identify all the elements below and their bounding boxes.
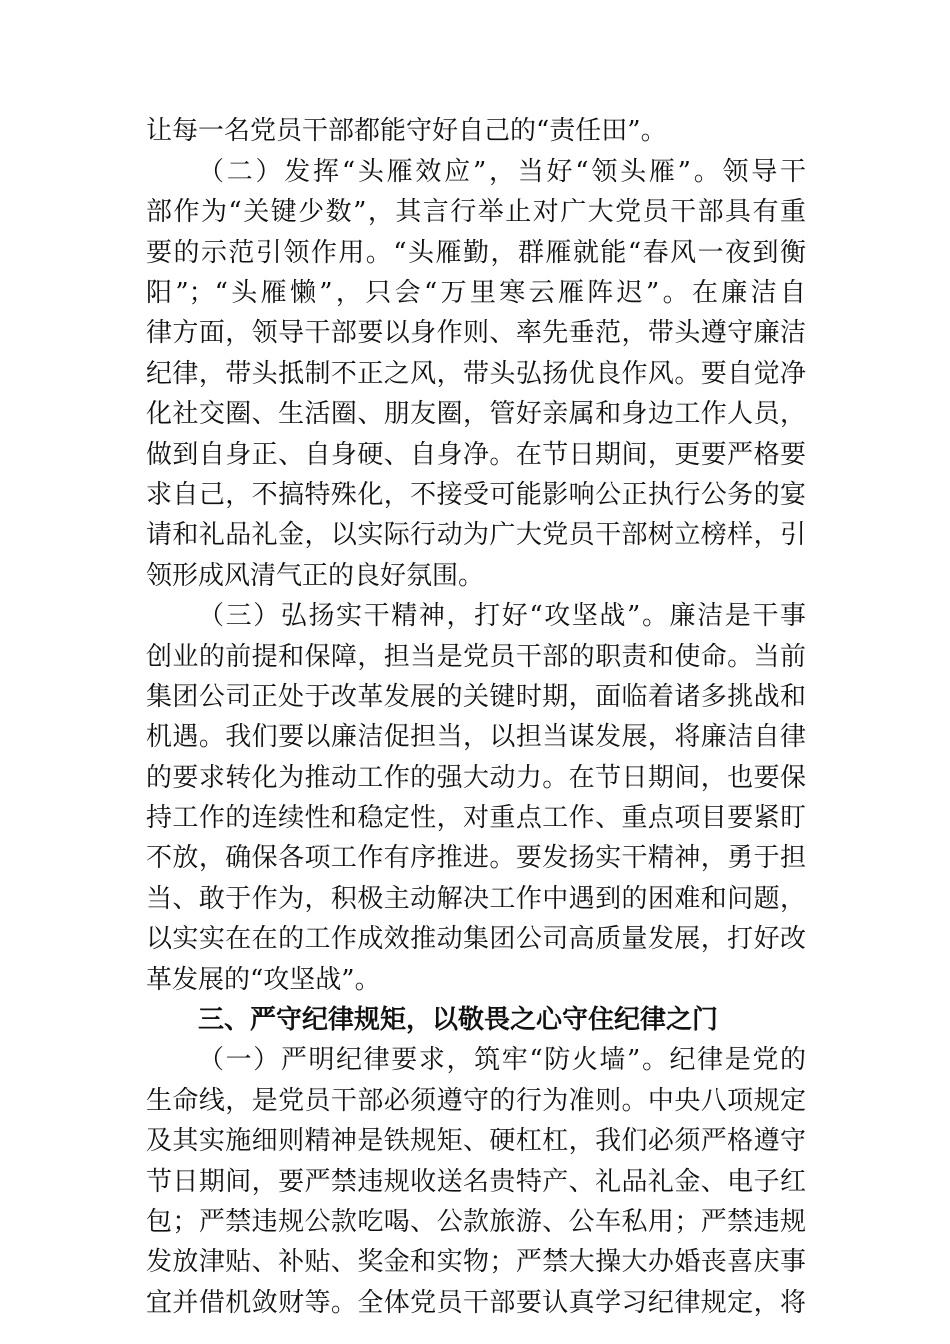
text-line: 要的示范引领作用。“头雁勤，群雁就能“春风一夜到衡	[146, 238, 806, 268]
text-line: 创业的前提和保障，担当是党员干部的职责和使命。当前	[146, 642, 806, 672]
paragraph-start: （一）严明纪律要求，筑牢“防火墙”。纪律是党的	[198, 1045, 806, 1075]
text-line: 领形成风清气正的良好氛围。	[146, 561, 485, 591]
text-line: 让每一名党员干部都能守好自己的“责任田”。	[146, 116, 667, 146]
text-line: 包；严禁违规公款吃喝、公款旅游、公车私用；严禁违规	[146, 1207, 806, 1237]
text-line: 机遇。我们要以廉洁促担当，以担当谋发展，将廉洁自律	[146, 722, 806, 752]
text-line: 节日期间，要严禁违规收送名贵特产、礼品礼金、电子红	[146, 1167, 806, 1197]
paragraph-start: （二）发挥“头雁效应”，当好“领头雁”。领导干	[198, 157, 806, 187]
text-line: 生命线，是党员干部必须遵守的行为准则。中央八项规定	[146, 1086, 806, 1116]
text-line: 做到自身正、自身硬、自身净。在节日期间，更要严格要	[146, 440, 806, 470]
text-line: 请和礼品礼金，以实际行动为广大党员干部树立榜样，引	[146, 520, 806, 550]
text-line: 阳”；“头雁懒”，只会“万里寒云雁阵迟”。在廉洁自	[146, 278, 806, 308]
text-line: 纪律，带头抵制不正之风，带头弘扬优良作风。要自觉净	[146, 359, 806, 389]
text-line: 以实实在在的工作成效推动集团公司高质量发展，打好改	[146, 924, 806, 954]
text-line: 当、敢于作为，积极主动解决工作中遇到的困难和问题，	[146, 884, 806, 914]
paragraph-start: （三）弘扬实干精神，打好“攻坚战”。廉洁是干事	[198, 601, 806, 631]
text-line: 宜并借机敛财等。全体党员干部要认真学习纪律规定，将	[146, 1288, 806, 1318]
text-line: 不放，确保各项工作有序推进。要发扬实干精神，勇于担	[146, 843, 806, 873]
text-line: 发放津贴、补贴、奖金和实物；严禁大操大办婚丧喜庆事	[146, 1247, 806, 1277]
text-line: 革发展的“攻坚战”。	[146, 965, 381, 995]
text-line: 律方面，领导干部要以身作则、率先垂范，带头遵守廉洁	[146, 318, 806, 348]
text-line: 部作为“关键少数”，其言行举止对广大党员干部具有重	[146, 197, 806, 227]
text-line: 求自己，不搞特殊化，不接受可能影响公正执行公务的宴	[146, 480, 806, 510]
text-line: 化社交圈、生活圈、朋友圈，管好亲属和身边工作人员，	[146, 399, 806, 429]
text-line: 集团公司正处于改革发展的关键时期，面临着诸多挑战和	[146, 682, 806, 712]
text-line: 持工作的连续性和稳定性，对重点工作、重点项目要紧盯	[146, 803, 806, 833]
text-line: 及其实施细则精神是铁规矩、硬杠杠，我们必须严格遵守	[146, 1126, 806, 1156]
section-heading: 三、严守纪律规矩，以敬畏之心守住纪律之门	[198, 1005, 719, 1035]
text-line: 的要求转化为推动工作的强大动力。在节日期间，也要保	[146, 763, 806, 793]
